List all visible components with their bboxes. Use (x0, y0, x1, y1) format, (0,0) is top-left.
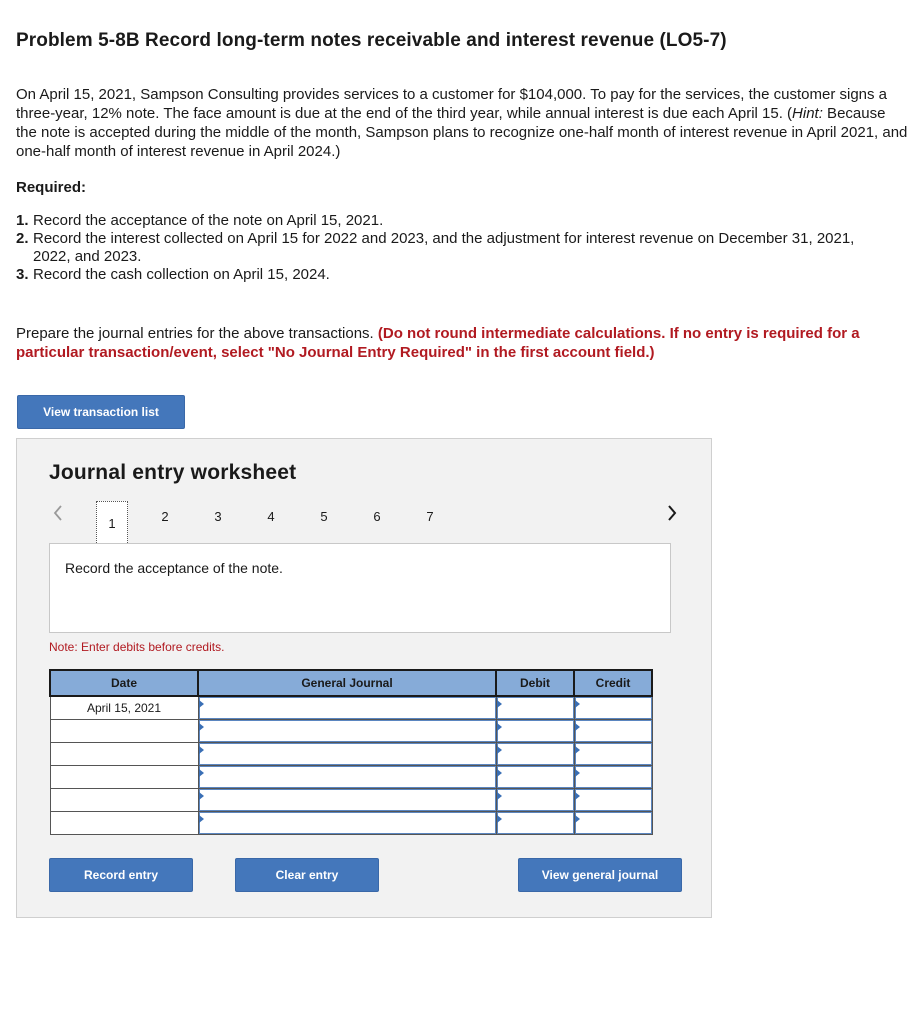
input-marker-icon (575, 769, 580, 777)
hint-label: Hint: (792, 105, 823, 122)
input-marker-icon (575, 700, 580, 708)
view-general-journal-button[interactable]: View general journal (518, 858, 682, 892)
problem-intro (16, 85, 908, 161)
requirement-text: Record the cash collection on April 15, 2024. (33, 266, 330, 283)
record-entry-button[interactable]: Record entry (49, 858, 193, 892)
credit-input[interactable] (574, 812, 652, 835)
requirement-text: Record the acceptance of the note on April 15, 2021. (33, 212, 384, 229)
dropdown-marker-icon (199, 792, 204, 800)
date-cell: April 15, 2021 (50, 696, 198, 720)
table-row (50, 720, 652, 743)
account-input[interactable] (198, 743, 496, 766)
requirement-text: Record the interest collected on April 15 for 2022 and 2023, and the adjustment for interest revenue on December 31, 2021, 2022, and 2023. (33, 230, 855, 265)
credit-input[interactable] (574, 789, 652, 812)
tab-4[interactable]: 4 (267, 508, 275, 524)
tab-5[interactable]: 5 (320, 508, 328, 524)
input-marker-icon (497, 815, 502, 823)
debit-input[interactable] (496, 743, 574, 766)
prepare-text: Prepare the journal entries for the above transactions. (16, 325, 378, 342)
problem-title: Problem 5-8B Record long-term notes receivable and interest revenue (LO5-7) (16, 30, 727, 51)
account-input[interactable] (198, 812, 496, 835)
account-input[interactable] (198, 789, 496, 812)
entry-note: Note: Enter debits before credits. (49, 640, 225, 654)
tab-6[interactable]: 6 (373, 508, 381, 524)
credit-input[interactable] (574, 720, 652, 743)
journal-table (49, 669, 653, 835)
tab-1[interactable]: 1 (96, 501, 128, 545)
input-marker-icon (575, 723, 580, 731)
debit-input[interactable] (496, 720, 574, 743)
debit-input[interactable] (496, 766, 574, 789)
input-marker-icon (497, 746, 502, 754)
dropdown-marker-icon (199, 746, 204, 754)
input-marker-icon (497, 723, 502, 731)
input-marker-icon (575, 815, 580, 823)
debit-input[interactable] (496, 812, 574, 835)
intro-text: On April 15, 2021, Sampson Consulting provides services to a customer for $104,000. To pay for the services, the customer signs a three-year, 12% note. The face amount is due at the end of the third year, while annual interest is due each April 15. ( (16, 86, 888, 122)
chevron-left-icon[interactable] (51, 501, 65, 525)
table-row (50, 766, 652, 789)
requirement-number: 3. (16, 266, 29, 283)
requirement-item (16, 230, 896, 266)
credit-input[interactable] (574, 696, 652, 720)
table-row (50, 789, 652, 812)
journal-entry-worksheet (16, 438, 712, 918)
account-input[interactable] (198, 696, 496, 720)
prepare-warning: (Do not round intermediate calculations. If no entry is required for a particular transaction/event, select "No Journal Entry Required" in the first account field.) (16, 325, 860, 361)
date-cell (50, 766, 198, 789)
input-marker-icon (575, 746, 580, 754)
dropdown-marker-icon (199, 700, 204, 708)
table-header-row (50, 670, 652, 696)
date-cell (50, 720, 198, 743)
date-cell (50, 743, 198, 766)
tab-3[interactable]: 3 (214, 508, 222, 524)
chevron-right-icon[interactable] (665, 501, 679, 525)
requirement-number: 2. (16, 230, 29, 247)
debit-input[interactable] (496, 696, 574, 720)
clear-entry-button[interactable]: Clear entry (235, 858, 379, 892)
credit-input[interactable] (574, 743, 652, 766)
table-row (50, 812, 652, 835)
debit-input[interactable] (496, 789, 574, 812)
dropdown-marker-icon (199, 723, 204, 731)
requirement-number: 1. (16, 212, 29, 229)
requirement-item (16, 266, 896, 284)
prepare-instructions (16, 324, 911, 362)
required-heading: Required: (16, 179, 87, 196)
debit-column-header: Debit (496, 670, 574, 696)
input-marker-icon (497, 769, 502, 777)
input-marker-icon (497, 792, 502, 800)
instruction-box (49, 543, 671, 633)
tab-7[interactable]: 7 (426, 508, 434, 524)
hint-text: Because the note is accepted during the middle of the month, Sampson plans to recognize one-half month of interest revenue in April 2021, and one-half month of interest revenue in April 2024.) (16, 105, 908, 160)
requirement-item (16, 212, 896, 230)
worksheet-title: Journal entry worksheet (49, 461, 297, 484)
date-column-header: Date (50, 670, 198, 696)
date-cell (50, 812, 198, 835)
table-row (50, 696, 652, 720)
input-marker-icon (575, 792, 580, 800)
tab-2[interactable]: 2 (161, 508, 169, 524)
account-input[interactable] (198, 720, 496, 743)
instruction-text: Record the acceptance of the note. (65, 560, 283, 576)
input-marker-icon (497, 700, 502, 708)
credit-column-header: Credit (574, 670, 652, 696)
account-input[interactable] (198, 766, 496, 789)
credit-input[interactable] (574, 766, 652, 789)
table-row (50, 743, 652, 766)
date-cell (50, 789, 198, 812)
dropdown-marker-icon (199, 815, 204, 823)
view-transaction-list-button[interactable]: View transaction list (17, 395, 185, 429)
general-journal-column-header: General Journal (198, 670, 496, 696)
dropdown-marker-icon (199, 769, 204, 777)
requirements-list (16, 212, 896, 284)
